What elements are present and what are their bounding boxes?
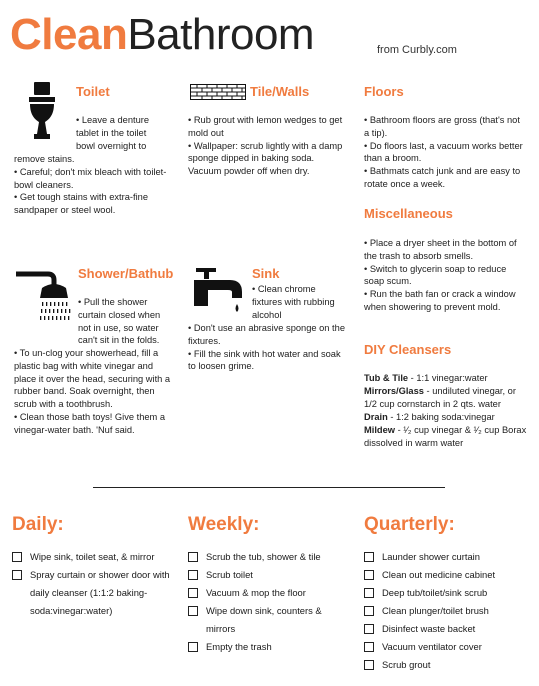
diy-item-text: - ¹⁄₂ cup vinegar & ¹⁄₂ cup Borax dissolved in warm water	[364, 425, 527, 448]
diy-item-label: Drain	[364, 412, 388, 422]
checklist-item-label: Launder shower curtain	[382, 551, 480, 562]
checkbox[interactable]	[188, 606, 198, 616]
toilet-text: remove stains. • Careful; don't mix bleach with toilet-bowl cleaners. • Get tough stains with extra-fine sandpaper or steel wool.	[14, 154, 167, 216]
diy-item	[364, 411, 530, 424]
checklist-item[interactable]	[188, 548, 338, 566]
quarterly-heading: Quarterly:	[364, 514, 455, 535]
shower-side-text: • Pull the shower curtain closed when not in use, so water can't sit in the folds.	[78, 297, 161, 346]
checklist-item-label: Vacuum ventilator cover	[382, 641, 482, 652]
tile-walls-text: • Rub grout with lemon wedges to get mold out • Wallpaper: scrub lightly with a damp sponge dipped in baking soda. Vacuum powder off when dry.	[188, 115, 343, 177]
sink-text: • Don't use an abrasive sponge on the fixtures. • Fill the sink with hot water and soak to loosen grime.	[188, 323, 345, 372]
checklist-item[interactable]	[364, 620, 532, 638]
checkbox[interactable]	[188, 552, 198, 562]
checklist-item-label: Scrub toilet	[206, 569, 253, 580]
sink-heading: Sink	[252, 266, 280, 281]
checklist-item[interactable]	[188, 602, 338, 638]
checklist-item[interactable]	[364, 638, 532, 656]
daily-heading: Daily:	[12, 514, 64, 535]
checkbox[interactable]	[364, 606, 374, 616]
checkbox[interactable]	[188, 588, 198, 598]
checklist-item[interactable]	[364, 656, 532, 674]
diy-item-text: - 1:1 vinegar:water	[408, 373, 488, 383]
tile-icon	[190, 84, 246, 100]
weekly-checklist	[188, 548, 338, 656]
checklist-item-label: Disinfect waste backet	[382, 623, 476, 634]
checkbox[interactable]	[364, 642, 374, 652]
checklist-item[interactable]	[188, 566, 338, 584]
checklist-item-label: Wipe sink, toilet seat, & mirror	[30, 551, 155, 562]
checklist-item[interactable]	[364, 566, 532, 584]
toilet-line-1: • Leave a denture	[76, 115, 150, 125]
diy-cleansers-list	[364, 372, 530, 450]
miscellaneous-text: • Place a dryer sheet in the bottom of the trash to absorb smells. • Switch to glycerin soap to reduce soap scum. • Run the bath fan or crack a window when showering to prevent mold.	[364, 238, 517, 312]
checkbox[interactable]	[12, 570, 22, 580]
faucet-icon	[190, 266, 248, 318]
floors-text: • Bathroom floors are gross (that's not a tip). • Do floors last, a vacuum works better than a broom. • Bathmats catch junk and are easy to rotate once a week.	[364, 115, 523, 189]
shower-heading: Shower/Bathub	[78, 266, 174, 281]
toilet-icon	[28, 82, 56, 140]
checkbox[interactable]	[12, 552, 22, 562]
checklist-item-label: Scrub the tub, shower & tile	[206, 551, 321, 562]
section-divider	[93, 487, 445, 488]
checkbox[interactable]	[364, 588, 374, 598]
tile-walls-heading: Tile/Walls	[250, 84, 310, 99]
checklist-item[interactable]	[12, 548, 172, 566]
miscellaneous-heading: Miscellaneous	[364, 206, 453, 221]
sink-side-text: • Clean chrome fixtures with rubbing alcohol	[252, 284, 335, 320]
diy-item-text: - undiluted vinegar, or 1/2 cup cornstarch in 2 qts. water	[364, 386, 516, 409]
checkbox[interactable]	[188, 642, 198, 652]
toilet-line-2: tablet in the toilet	[76, 128, 147, 138]
page-title	[10, 8, 314, 62]
diy-item	[364, 385, 530, 411]
diy-item	[364, 372, 530, 385]
diy-item	[364, 424, 530, 450]
diy-item-text: - 1:2 baking soda:vinegar	[387, 412, 495, 422]
diy-item-label: Mirrors/Glass	[364, 386, 424, 396]
checklist-item-label: Scrub grout	[382, 659, 431, 670]
checklist-item[interactable]	[364, 584, 532, 602]
quarterly-checklist	[364, 548, 532, 674]
checklist-item-label: Clean plunger/toilet brush	[382, 605, 489, 616]
checklist-item[interactable]	[188, 584, 338, 602]
checklist-item-label: Vacuum & mop the floor	[206, 587, 306, 598]
checklist-item[interactable]	[364, 602, 532, 620]
checklist-item-label: Spray curtain or shower door with daily cleanser (1:1:2 baking-soda:vinegar:water)	[30, 569, 170, 616]
checkbox[interactable]	[364, 660, 374, 670]
checkbox[interactable]	[364, 624, 374, 634]
source-credit: from Curbly.com	[377, 44, 457, 56]
checklist-item-label: Deep tub/toilet/sink scrub	[382, 587, 488, 598]
diy-cleansers-heading: DIY Cleansers	[364, 342, 452, 357]
checklist-item[interactable]	[12, 566, 172, 620]
checklist-item-label: Wipe down sink, counters & mirrors	[206, 605, 322, 634]
title-clean: Clean	[10, 10, 128, 59]
diy-item-label: Mildew	[364, 425, 395, 435]
weekly-heading: Weekly:	[188, 514, 260, 535]
shower-text: • To un-clog your showerhead, fill a plastic bag with white vinegar and place it over the head, securing with a rubber band. Soak overnight, then scrub with a toothbrush. • Clean those bath toys! Give them a vinegar-water bath. 'Nuf said.	[14, 348, 171, 435]
title-bathroom: Bathroom	[127, 10, 315, 59]
floors-heading: Floors	[364, 84, 404, 99]
checklist-item[interactable]	[188, 638, 338, 656]
toilet-line-3: bowl overnight to	[76, 141, 147, 151]
checklist-item-label: Clean out medicine cabinet	[382, 569, 496, 580]
checklist-item[interactable]	[364, 548, 532, 566]
checkbox[interactable]	[188, 570, 198, 580]
checkbox[interactable]	[364, 552, 374, 562]
diy-item-label: Tub & Tile	[364, 373, 409, 383]
shower-icon	[14, 266, 72, 326]
daily-checklist	[12, 548, 172, 620]
checkbox[interactable]	[364, 570, 374, 580]
checklist-item-label: Empty the trash	[206, 641, 272, 652]
toilet-heading: Toilet	[76, 84, 110, 99]
